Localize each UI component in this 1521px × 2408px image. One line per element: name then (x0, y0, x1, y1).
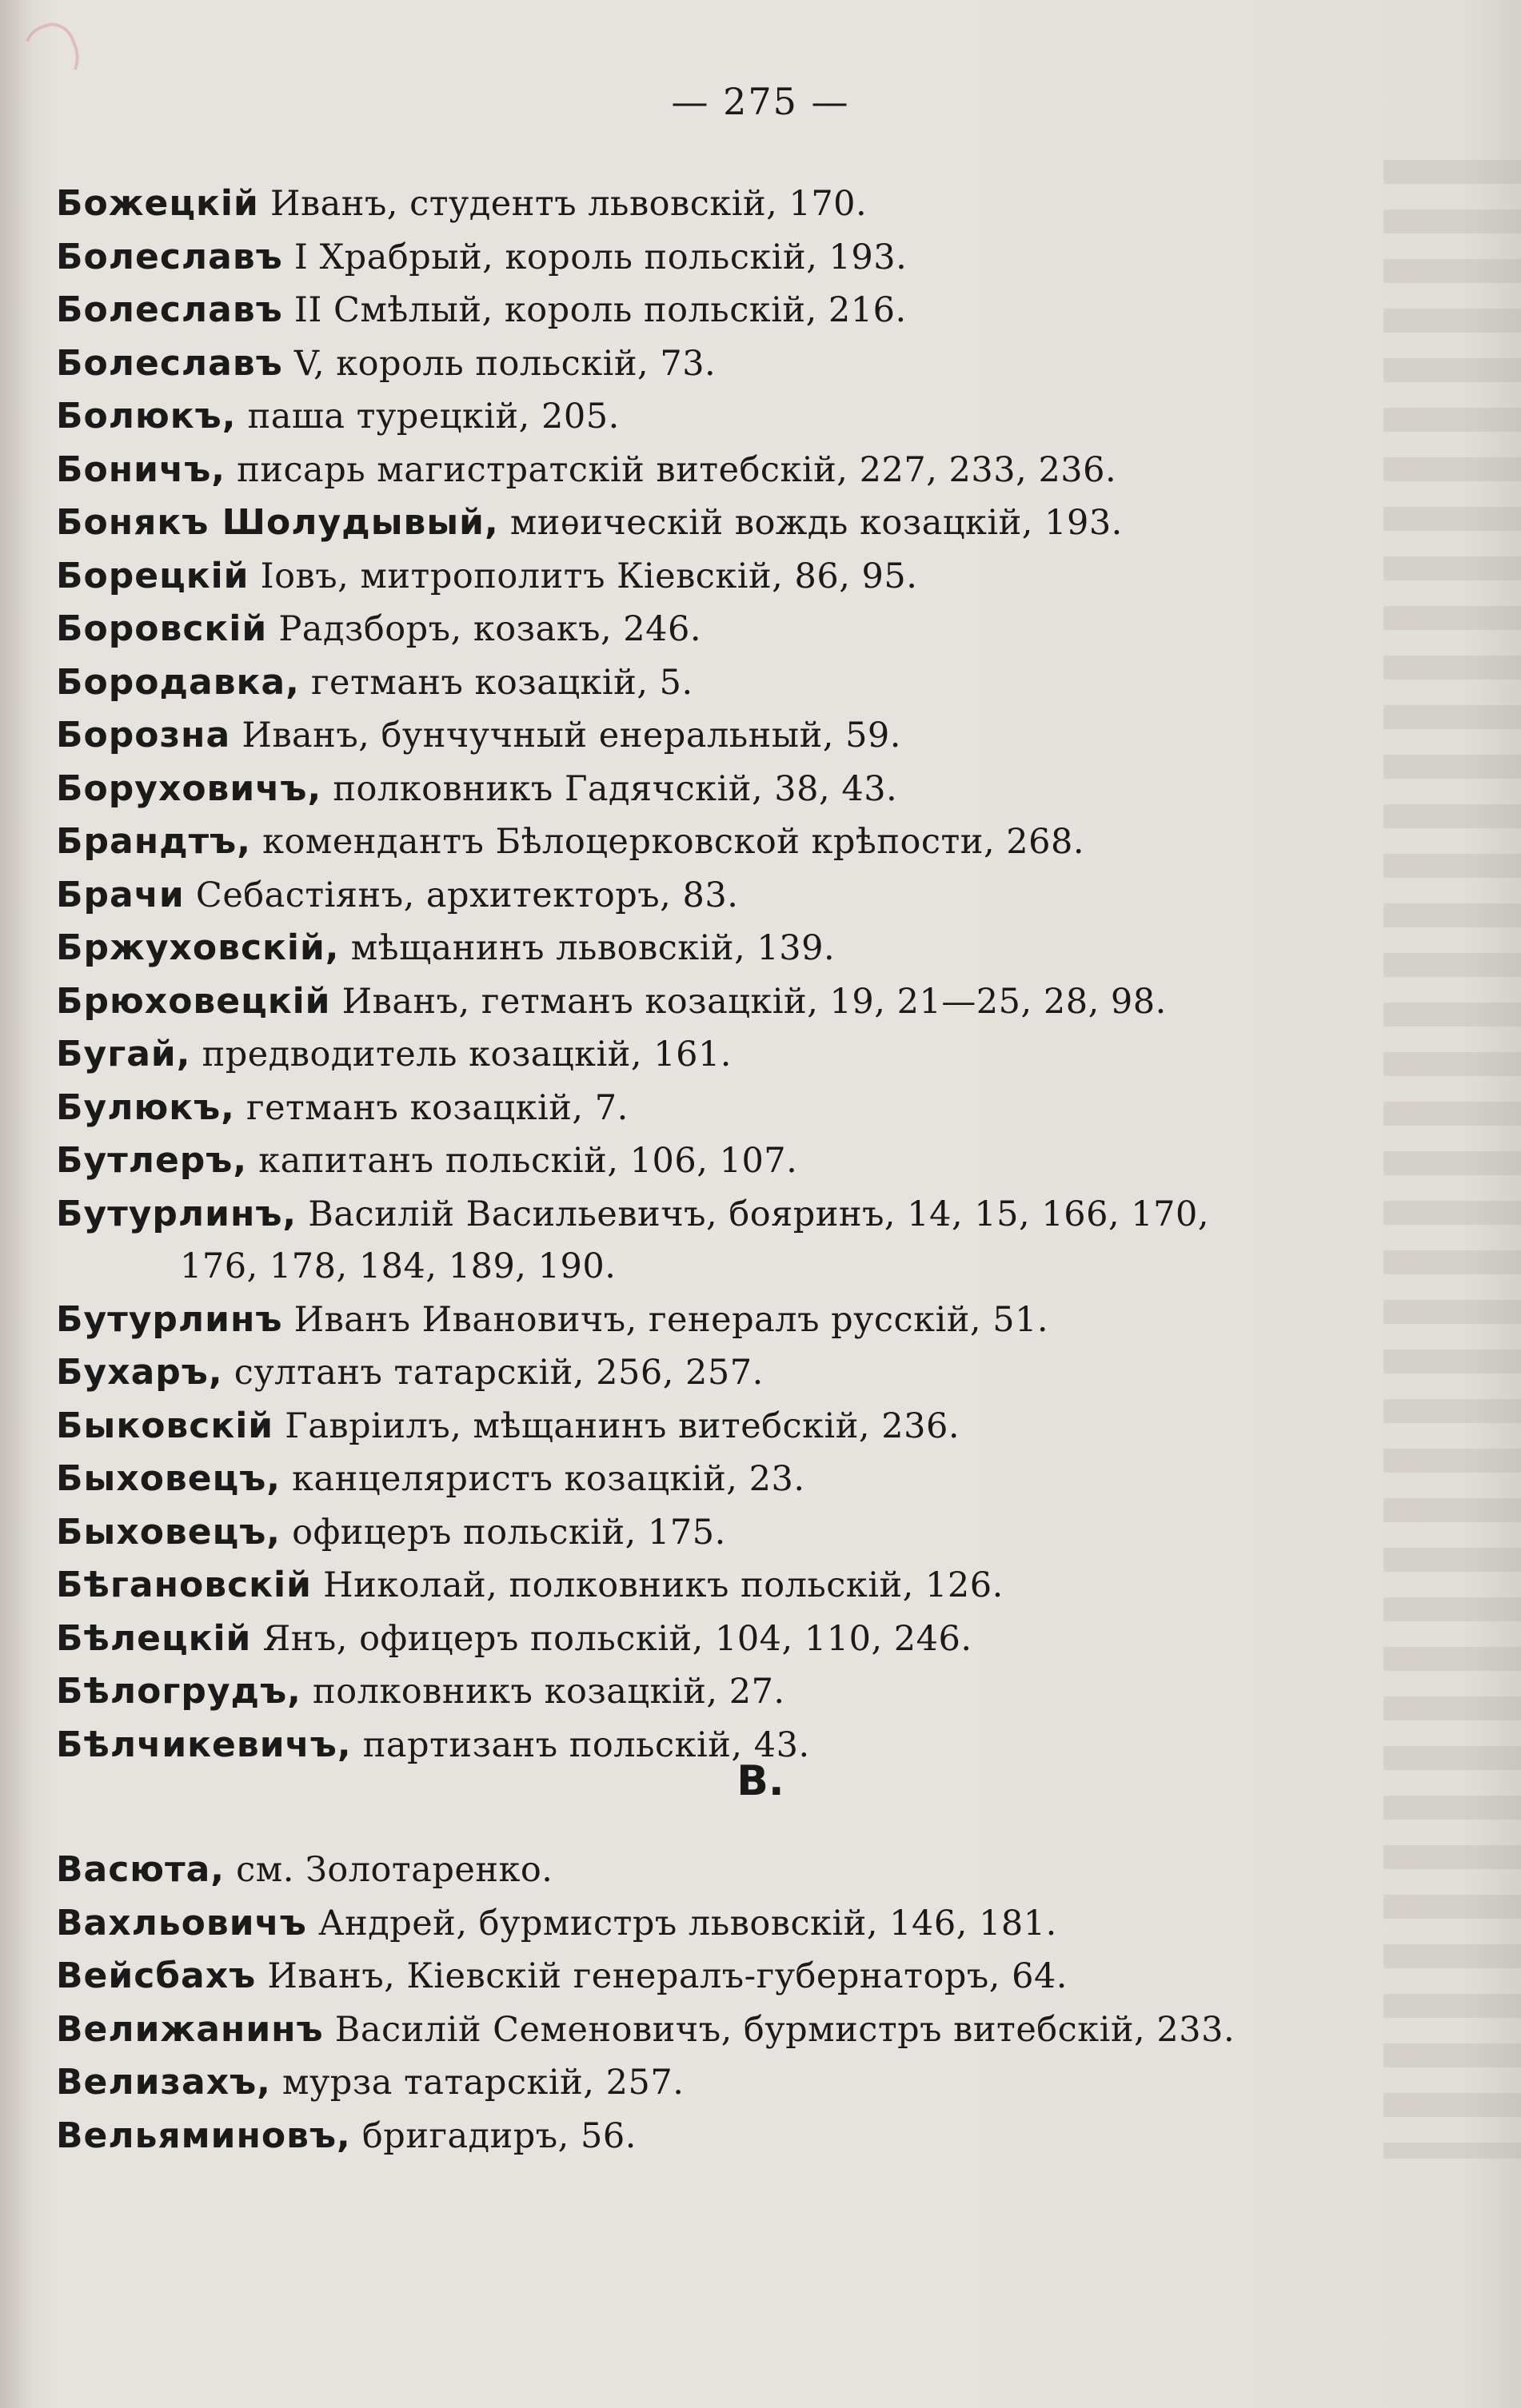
index-entry (56, 1082, 1407, 1135)
index-entry (56, 337, 1407, 391)
entry-details: Радзборъ, козакъ, 246. (267, 609, 702, 649)
entry-details: Андрей, бурмистръ львовскій, 146, 181. (306, 1903, 1057, 1944)
entry-details: Иванъ, бунчучный енеральный, 59. (230, 716, 901, 755)
entry-details: Николай, полковникъ польскій, 126. (311, 1565, 1004, 1605)
entry-surname: Вейсбахъ (56, 1956, 257, 1996)
entry-surname: Бутурлинъ (56, 1298, 283, 1340)
entry-details: Иванъ, студентъ львовскій, 170. (258, 184, 868, 224)
index-entry (56, 231, 1407, 285)
entry-surname: Болеславъ (56, 342, 283, 384)
entry-continuation: 176, 178, 184, 189, 190. (180, 1246, 617, 1286)
index-entries (56, 177, 1407, 1772)
index-entry (56, 444, 1407, 497)
entry-surname: Бѣгановскій (56, 1565, 312, 1605)
entry-surname: Булюкъ, (56, 1086, 235, 1128)
index-entry (56, 2110, 1407, 2163)
entry-details: Иванъ, гетманъ козацкій, 19, 21—25, 28, 98. (330, 981, 1167, 1022)
entry-details: паша турецкій, 205. (236, 397, 620, 437)
entry-details: комендантъ Бѣлоцерковской крѣпости, 268. (250, 822, 1085, 862)
entry-surname: Брандтъ, (56, 821, 251, 862)
entry-surname: Велизахъ, (56, 2062, 271, 2103)
entry-surname: Бржуховскій, (56, 927, 340, 968)
entry-details: миѳическій вождь козацкій, 193. (498, 503, 1123, 543)
entry-surname: Бутурлинъ, (56, 1193, 297, 1234)
entry-details: султанъ татарскій, 256, 257. (222, 1353, 764, 1393)
entry-surname: Велижанинъ (56, 2008, 324, 2050)
index-entry (56, 1346, 1407, 1400)
entry-surname: Бутлеръ, (56, 1140, 248, 1181)
entry-details: см. Золотаренко. (225, 1850, 553, 1890)
entry-surname: Бонякъ Шолудывый, (56, 502, 499, 543)
page-gutter-shadow (0, 0, 32, 2408)
index-entry (56, 1188, 1407, 1294)
entry-details: Василій Семеновичъ, бурмистръ витебскій, 233. (323, 2009, 1236, 2050)
entry-surname: Болеславъ (56, 289, 283, 330)
entry-details: мѣщанинъ львовскій, 139. (339, 928, 836, 968)
entry-details: предводитель козацкій, 161. (190, 1035, 732, 1074)
index-entry (56, 284, 1407, 337)
entry-details: Себастіянъ, архитекторъ, 83. (184, 875, 739, 915)
entry-details: офицеръ польскій, 175. (281, 1512, 726, 1553)
entry-surname: Борозна (56, 715, 231, 755)
entry-surname: Борецкій (56, 555, 250, 596)
index-entries-section-v (56, 1844, 1407, 2163)
entry-details: Гавріилъ, мѣщанинъ витебскій, 236. (273, 1405, 960, 1446)
index-entry (56, 1950, 1407, 2003)
entry-details: Василій Васильевичъ, бояринъ, 14, 15, 166, 170, (297, 1194, 1210, 1234)
entry-details: гетманъ козацкій, 5. (299, 662, 693, 703)
index-entry (56, 390, 1407, 444)
index-entry (56, 1294, 1407, 1347)
index-entry (56, 1453, 1407, 1506)
entry-details: I Храбрый, король польскій, 193. (282, 237, 908, 277)
entry-details: бригадиръ, 56. (350, 2115, 637, 2156)
index-entry (56, 496, 1407, 550)
entry-details: гетманъ козацкій, 7. (234, 1087, 629, 1128)
entry-details: II Смѣлый, король польскій, 216. (282, 290, 907, 330)
index-entry (56, 1028, 1407, 1082)
index-entry (56, 656, 1407, 710)
entry-surname: Болюкъ, (56, 396, 237, 437)
entry-details: канцеляристъ козацкій, 23. (281, 1459, 805, 1499)
index-entry (56, 1665, 1407, 1719)
index-entry (56, 975, 1407, 1029)
entry-details: мурза татарскій, 257. (270, 2063, 685, 2103)
entry-surname: Бугай, (56, 1034, 191, 1074)
index-entry (56, 815, 1407, 869)
section-heading: В. (737, 1757, 784, 1805)
entry-details: Иванъ, Кіевскій генералъ-губернаторъ, 64. (256, 1956, 1068, 1996)
entry-surname: Вельяминовъ, (56, 2115, 351, 2156)
entry-surname: Брюховецкій (56, 980, 331, 1022)
entry-surname: Бѣлогрудъ, (56, 1671, 301, 1712)
index-entry (56, 1506, 1407, 1560)
entry-surname: Бѣлчикевичъ, (56, 1724, 352, 1765)
entry-details: Иванъ Ивановичъ, генералъ русскій, 51. (282, 1299, 1049, 1340)
entry-surname: Васюта, (56, 1849, 225, 1890)
index-entry (56, 1897, 1407, 1951)
index-entry (56, 2003, 1407, 2057)
index-entry (56, 922, 1407, 975)
entry-details: Іовъ, митрополитъ Кіевскій, 86, 95. (249, 556, 918, 596)
index-entry (56, 1613, 1407, 1666)
index-entry (56, 2056, 1407, 2110)
index-entry (56, 1400, 1407, 1453)
entry-surname: Болеславъ (56, 236, 283, 277)
index-entry (56, 550, 1407, 604)
entry-details: полковникъ козацкій, 27. (301, 1672, 785, 1712)
entry-surname: Бѣлецкій (56, 1617, 252, 1659)
entry-surname: Быховецъ, (56, 1458, 281, 1499)
entry-surname: Бухаръ, (56, 1352, 223, 1393)
index-entry (56, 1559, 1407, 1613)
entry-surname: Боруховичъ, (56, 767, 322, 809)
index-entry (56, 869, 1407, 923)
entry-surname: Брачи (56, 874, 185, 915)
entry-details: Янъ, офицеръ польскій, 104, 110, 246. (251, 1618, 972, 1659)
entry-details: капитанъ польскій, 106, 107. (247, 1141, 798, 1181)
index-entry (56, 177, 1407, 231)
entry-surname: Быковскій (56, 1405, 274, 1446)
entry-surname: Боровскій (56, 608, 268, 649)
entry-details: писарь магистратскій витебскій, 227, 233, 236. (225, 449, 1117, 490)
entry-details: V, король польскій, 73. (282, 343, 717, 384)
entry-surname: Божецкій (56, 183, 259, 224)
entry-surname: Бородавка, (56, 661, 300, 703)
entry-details: партизанъ польскій, 43. (351, 1724, 810, 1765)
entry-details: полковникъ Гадячскій, 38, 43. (321, 768, 898, 809)
index-entry (56, 1844, 1407, 1897)
entry-surname: Быховецъ, (56, 1511, 281, 1553)
page-number: — 275 — (671, 80, 850, 123)
index-entry (56, 603, 1407, 656)
index-entry (56, 763, 1407, 816)
index-entry (56, 1134, 1407, 1188)
entry-surname: Боничъ, (56, 449, 226, 490)
index-entry (56, 709, 1407, 763)
entry-surname: Вахльовичъ (56, 1902, 307, 1944)
